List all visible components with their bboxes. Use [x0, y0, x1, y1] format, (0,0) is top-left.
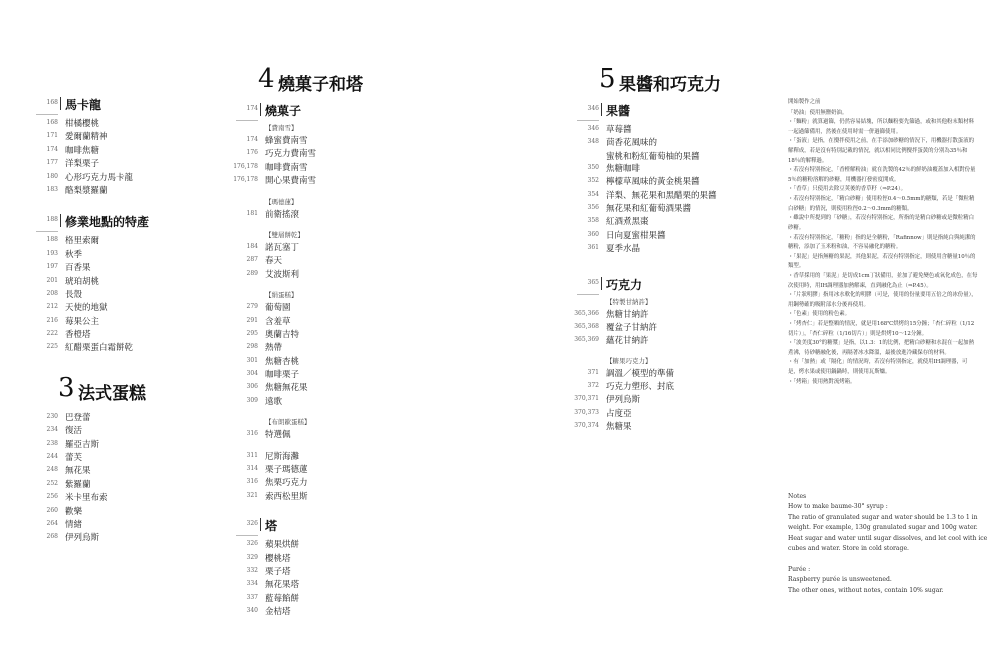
page-number: 171 — [46, 132, 58, 140]
toc-entry — [214, 450, 414, 463]
entry-title: 葡萄園 — [265, 303, 291, 314]
entry-title: 焦糖杏桃 — [265, 356, 300, 367]
toc-entry — [555, 380, 775, 393]
toc-entry — [555, 123, 775, 136]
section-label: 果醬 — [606, 104, 631, 118]
toc-entry — [214, 552, 414, 565]
toc-entry — [555, 229, 775, 242]
note-line: ・「麵粉」就算過篩，仍然容易結塊，所以麵粉要先篩過，或和其他粉末類材料一起過篩備用，然後在使用時需一併過篩使用。 — [788, 119, 974, 135]
entry-title: 無花果塔 — [265, 580, 300, 591]
toc-entry — [555, 136, 775, 149]
toc-entry — [214, 208, 414, 221]
toc-entry — [555, 420, 775, 433]
entry-title: 蜜桃和粉紅葡萄柚的果醬 — [606, 151, 700, 162]
note-line: ・有「加熱」或「隔化」的情況時，若沒有特別指定，就使用IH調理器，可是，烤水果或使用鍋鍋時，則使用瓦斯爐。 — [788, 359, 968, 376]
entry-title: 洋梨、無花果和黑醋栗的果醬 — [606, 190, 717, 201]
entry-title: 檸檬草風味的黃金桃果醬 — [606, 177, 700, 188]
page-number: 370,373 — [574, 408, 599, 416]
entry-title: 伊列烏斯 — [65, 533, 100, 544]
entry-title: 紫羅蘭 — [65, 479, 91, 490]
toc-entry — [214, 161, 414, 174]
entry-title: 羅亞吉斯 — [65, 439, 100, 450]
page-number: 174 — [246, 136, 258, 143]
page-number: 337 — [246, 593, 258, 601]
page-number: 222 — [46, 330, 58, 338]
english-note-line: Heat sugar and water until sugar dissolves, and let cool with ice — [788, 534, 988, 542]
page-number: 176,178 — [233, 162, 258, 170]
page-number: 371 — [587, 368, 599, 376]
toc-entry — [14, 424, 214, 437]
subgroup-label: 【瑪德蓮】 — [265, 197, 298, 206]
toc-entry — [214, 254, 414, 267]
section-label: 巧克力 — [606, 277, 643, 292]
toc-entry — [14, 341, 214, 354]
entry-title: 焦糖果 — [606, 422, 632, 433]
subgroup-label: 【費南雪】 — [265, 124, 298, 132]
page-number: 279 — [246, 303, 258, 311]
page-number: 225 — [46, 343, 58, 351]
entry-title: 巧克力費南雪 — [265, 149, 317, 160]
entry-title: 奧蘭吉特 — [265, 329, 300, 340]
entry-title: 長殼 — [65, 289, 83, 300]
english-note-line: The other ones, without notes, contain 10% sugar. — [788, 586, 944, 594]
toc-entry — [14, 505, 214, 518]
english-note-line: Purée : — [788, 565, 811, 573]
page-number: 348 — [587, 138, 599, 146]
page-number: 256 — [46, 493, 58, 501]
page-number: 316 — [246, 430, 258, 438]
toc-entry — [555, 334, 775, 347]
toc-entry — [214, 174, 414, 187]
entry-title: 復活 — [65, 426, 83, 437]
entry-title: 咖啡焦糖 — [65, 145, 100, 156]
page-number: 365,369 — [574, 336, 599, 344]
page-number: 184 — [246, 242, 258, 250]
toc-entry — [214, 463, 414, 476]
entry-title: 歡樂 — [65, 506, 83, 517]
chapter-4-heading — [258, 64, 414, 102]
page-number: 332 — [246, 566, 258, 574]
entry-title: 巧克力塑形、封底 — [606, 382, 675, 393]
subgroup-label: 【糖果巧克力】 — [606, 356, 652, 365]
entry-title: 遠歌 — [265, 396, 283, 407]
page-number: 360 — [587, 230, 599, 238]
entry-title: 咖啡費南雪 — [265, 162, 308, 173]
toc-entry — [214, 315, 414, 328]
chapter-number: 5 — [599, 64, 616, 94]
toc-entry — [14, 328, 214, 341]
english-notes — [788, 492, 988, 596]
note-line: ・「色素」使用的粉色素。 — [788, 311, 850, 318]
page-number: 304 — [246, 370, 258, 378]
english-note-line — [788, 555, 988, 565]
entry-title: 草莓醬 — [606, 125, 632, 135]
note-line: ・「片狀明膠」指用冰水軟化的明膠（可是，使用的份量要用五倍之的冰份量），用鋼勢確的吸附部水分後再使用。 — [788, 292, 977, 308]
entry-title: 蜂蜜費南雪 — [265, 136, 308, 146]
page-number: 298 — [246, 343, 258, 351]
page-number: 340 — [246, 607, 258, 615]
english-notes-title: Notes — [788, 493, 807, 500]
entry-title: 日向夏蜜柑果醬 — [606, 230, 666, 241]
toc-entry — [214, 578, 414, 591]
page-number: 309 — [246, 396, 258, 404]
entry-title: 百香果 — [65, 263, 91, 274]
english-note-line: The ratio of granulated sugar and water should be 1.3 to 1 in — [788, 513, 978, 521]
toc-entry — [214, 268, 414, 281]
toc-column-1 — [14, 96, 214, 545]
toc-entry — [14, 315, 214, 328]
entry-title: 調溫／模型的準備 — [606, 368, 675, 379]
toc-entry — [555, 321, 775, 334]
english-note-line: Raspberry purée is unsweetened. — [788, 576, 892, 584]
page-number: 264 — [46, 519, 58, 527]
page-number: 260 — [46, 506, 58, 514]
entry-title: 伊列烏斯 — [606, 395, 641, 406]
page-number: 168 — [46, 99, 58, 106]
toc-entry — [14, 171, 214, 184]
page-number: 352 — [587, 177, 599, 185]
page-number: 365,368 — [574, 322, 599, 330]
page-number: 354 — [587, 190, 599, 198]
toc-entry — [555, 202, 775, 215]
page-number: 287 — [246, 256, 258, 264]
page-number: 321 — [246, 491, 258, 499]
note-line: ・若沒有特別指定，「香橙解粉油」就在洗製的42％的鮮奶油覆蓋加入相對份量5％的糖粉溶解的砂糖，用機器打發密度開成。 — [788, 167, 976, 183]
entry-title: 金桔塔 — [265, 607, 291, 618]
entry-title: 天使的地獄 — [65, 303, 108, 314]
chapter-number: 3 — [58, 372, 75, 403]
section-title — [214, 102, 414, 120]
chapter-title: 果醬和巧克力 — [619, 75, 721, 95]
subgroup-label: 【特製甘納許】 — [606, 297, 652, 306]
english-note-line: weight. For example, 130g granulated sugar and 100g water. — [788, 524, 978, 532]
page-number: 201 — [46, 276, 58, 284]
entry-title: 蘋果烘餅 — [265, 540, 300, 551]
toc-entry — [14, 157, 214, 170]
entry-title: 無花果 — [65, 466, 91, 477]
toc-entry — [555, 162, 775, 175]
page-number: 291 — [246, 316, 258, 324]
page-number: 295 — [246, 329, 258, 337]
note-line: ・若沒有特別指定，「精白砂糖」使用粒徑0.4～0.5mm的糖類，若是「微粒精白砂糖」的情況，則使用粒徑0.2～0.3mm的糖類。 — [788, 196, 975, 212]
entry-title: 栗子瑪德蓮 — [265, 465, 308, 476]
entry-title: 索西松里斯 — [265, 491, 308, 502]
toc-entry — [214, 301, 414, 314]
page-number: 314 — [246, 465, 258, 473]
toc-entry — [14, 491, 214, 504]
toc-entry — [555, 175, 775, 188]
toc-entry — [14, 451, 214, 464]
entry-title: 蕾芙 — [65, 453, 83, 464]
section-title — [14, 213, 214, 231]
section-label: 燒菓子 — [265, 104, 302, 118]
entry-title: 咖啡栗子 — [265, 370, 300, 381]
toc-entry — [555, 367, 775, 380]
toc-entry — [14, 117, 214, 130]
page-number: 238 — [46, 439, 58, 447]
entry-title: 開心果費南雪 — [265, 176, 317, 187]
chapter-title: 燒菓子和塔 — [278, 75, 363, 95]
toc-entry — [14, 411, 214, 424]
page-number: 346 — [587, 105, 599, 112]
page-number: 326 — [246, 540, 258, 548]
toc-entry — [14, 464, 214, 477]
chapter-title: 法式蛋糕 — [78, 383, 146, 404]
toc-entry — [555, 215, 775, 228]
toc-entry — [555, 407, 775, 420]
page-number: 326 — [246, 520, 258, 528]
toc-column-3 — [555, 64, 775, 434]
page-number: 358 — [587, 217, 599, 225]
entry-title: 紅醋栗蛋白霜餅乾 — [65, 343, 134, 354]
chapter-number: 4 — [258, 64, 275, 94]
page-number: 176,178 — [233, 176, 258, 184]
section-label: 馬卡龍 — [65, 98, 102, 112]
page-number: 176 — [246, 149, 258, 157]
page-number: 230 — [46, 412, 58, 420]
entry-title: 愛爾蘭精神 — [65, 132, 108, 143]
toc-entry — [14, 531, 214, 544]
note-line: ・雖說中所提到的「砂糖」，若沒有特別指定，所指的是精白砂糖或是微粒精白砂糖。 — [788, 215, 974, 231]
entry-title: 覆盆子甘納許 — [606, 322, 658, 333]
page-number: 177 — [46, 159, 58, 167]
toc-entry — [214, 605, 414, 618]
toc-entry — [14, 184, 214, 197]
entry-title: 米卡里布索 — [65, 493, 108, 504]
page-number: 306 — [246, 383, 258, 391]
entry-title: 前衛搖滾 — [265, 209, 300, 220]
toc-entry — [14, 248, 214, 261]
toc-entry — [14, 234, 214, 247]
page-number: 168 — [46, 119, 58, 126]
page-number: 301 — [246, 356, 258, 364]
page-number: 316 — [246, 478, 258, 486]
page-number: 361 — [587, 244, 599, 252]
subgroup-label: 【絹蛋糕】 — [265, 291, 298, 300]
page-number: 208 — [46, 289, 58, 297]
entry-title: 酪梨漿羅蘭 — [65, 185, 108, 196]
page-number: 365,366 — [574, 309, 599, 317]
entry-title: 占度亞 — [606, 408, 632, 419]
entry-title: 尼斯海灘 — [265, 451, 300, 462]
toc-entry — [14, 301, 214, 314]
toc-entry — [555, 150, 775, 162]
entry-title: 藍莓餡餅 — [265, 593, 300, 604]
note-line: ・「波美度30°的糖漿」是指，以1.3：1的比例，把精白砂糖和水混在一起加熱煮沸，待砂糖融化後，再隔著冰水降溫，最後放進冷藏保存的材料。 — [788, 340, 974, 356]
page-number: 311 — [246, 451, 258, 459]
chapter-3-heading — [58, 373, 214, 411]
toc-entry — [214, 241, 414, 254]
entry-title: 艾波斯利 — [265, 269, 300, 280]
section-label: 塔 — [265, 519, 278, 534]
english-note-line: cubes and water. Store in cold storage. — [788, 545, 909, 553]
notes-heading: 開始製作之前 — [788, 99, 821, 105]
toc-entry — [555, 189, 775, 202]
page-number: 365 — [587, 278, 599, 286]
entry-title: 蘊花甘納許 — [606, 336, 649, 347]
page-number: 252 — [46, 479, 58, 487]
toc-entry — [214, 490, 414, 503]
toc-entry — [14, 261, 214, 274]
entry-title: 無花果和紅葡萄酒果醬 — [606, 203, 692, 214]
section-title — [14, 96, 214, 114]
page-number: 350 — [587, 163, 599, 171]
toc-entry — [214, 355, 414, 368]
entry-title: 春天 — [265, 256, 283, 267]
section-label: 修業地點的特產 — [65, 215, 150, 230]
page-number: 268 — [46, 533, 58, 541]
entry-title: 琥珀胡桃 — [65, 276, 100, 287]
note-line: 「奶油」使用無鹽奶油。 — [788, 109, 848, 116]
page-number: 234 — [46, 426, 58, 434]
note-line: ・「烤箱」使用熱對流烤箱。 — [788, 378, 856, 385]
page-number: 372 — [587, 382, 599, 390]
note-line: ・香草採用的「果泥」是切成1cm丁狀備用，並加了避免變色或氧化成色，在每次使用時，用IH調理器加熱解凍，直到融化為止（⇒P.45）。 — [788, 272, 978, 289]
subgroup-label: 【布朗歐蛋糕】 — [265, 418, 311, 427]
entry-title: 夏季水晶 — [606, 244, 641, 255]
toc-entry — [214, 592, 414, 605]
page-number: 212 — [46, 303, 58, 311]
toc-entry — [214, 368, 414, 381]
page-number: 188 — [46, 236, 58, 244]
page-number: 329 — [246, 553, 258, 561]
entry-title: 柑橘櫻桃 — [65, 119, 100, 129]
toc-column-2 — [214, 64, 414, 619]
page-number: 174 — [46, 145, 58, 153]
page-number: 289 — [246, 269, 258, 277]
entry-title: 紅酒煮黑棗 — [606, 217, 649, 228]
entry-title: 栗子塔 — [265, 566, 291, 577]
entry-title: 洋梨栗子 — [65, 159, 100, 170]
entry-title: 秋季 — [65, 249, 83, 260]
note-line: ・「果泥」是指無糖的果泥，其他果泥，若沒有特別指定，則使用含糖量10％的類型。 — [788, 253, 976, 270]
toc-entry — [14, 288, 214, 301]
entry-title: 茴香花風味的 — [606, 138, 658, 149]
toc-entry — [214, 428, 414, 441]
page-number: 346 — [587, 125, 599, 132]
page-number: 183 — [46, 185, 58, 193]
toc-entry — [214, 328, 414, 341]
english-note-line: How to make baume-30° syrup : — [788, 503, 888, 511]
entry-title: 焦糖甘納許 — [606, 309, 649, 320]
note-line: ・「蛋液」是指，在攪拌使用之前，在手添加砂糖的情況下，用機器打散蛋液的解釋成，若是沒有特別記載的情況，就以相同比例攪拌蛋黃的分別為35％和18％的解釋過。 — [788, 138, 974, 164]
toc-entry — [214, 341, 414, 354]
page-number: 370,374 — [574, 422, 599, 430]
toc-entry — [14, 438, 214, 451]
toc-entry — [555, 393, 775, 406]
entry-title: 熱帶 — [265, 343, 283, 354]
page-number: 188 — [46, 216, 58, 224]
section-title — [214, 517, 414, 535]
page-number: 248 — [46, 466, 58, 474]
page-number: 356 — [587, 203, 599, 211]
page-number: 334 — [246, 580, 258, 588]
chapter-5-heading — [599, 64, 775, 102]
note-line: ・「烤杏仁」若是整顆的情況，就是用168℃烘烤約15分鐘；「杏仁碎粒（1/12切片）」，「杏仁碎粒（1/16切片）」則是烘烤10～12分鐘。 — [788, 321, 975, 337]
section-title — [555, 102, 775, 120]
page-number: 180 — [46, 172, 58, 180]
toc-entry — [214, 134, 414, 147]
subgroup-label: 【雙層餅乾】 — [265, 230, 304, 239]
entry-title: 櫻桃塔 — [265, 553, 291, 564]
toc-entry — [214, 565, 414, 578]
note-line: ・若沒有特別指定，「糖粉」指的是全糖粉，「Rafinnow」則是指純白與純潔的糖粉，添加了玉米粉和油，不容易融化的糖粉。 — [788, 234, 976, 251]
toc-entry — [214, 538, 414, 551]
entry-title: 特選佩 — [265, 430, 291, 441]
toc-entry — [14, 275, 214, 288]
notes-block — [788, 98, 978, 387]
toc-entry — [214, 147, 414, 160]
toc-entry — [555, 308, 775, 321]
page-number: 244 — [46, 453, 58, 461]
page-number: 193 — [46, 249, 58, 257]
entry-title: 莓果公主 — [65, 316, 100, 327]
entry-title: 焦栗巧克力 — [265, 478, 308, 489]
entry-title: 格里索爾 — [65, 236, 100, 247]
entry-title: 情緒 — [65, 519, 83, 530]
entry-title: 焦糖無花果 — [265, 383, 308, 394]
entry-title: 含羞草 — [265, 316, 291, 327]
section-title — [555, 276, 775, 294]
entry-title: 焦糖咖啡 — [606, 163, 641, 174]
toc-entry — [14, 518, 214, 531]
page-number: 370,371 — [574, 395, 599, 403]
toc-entry — [214, 381, 414, 394]
page-number: 181 — [246, 209, 258, 217]
page-number: 197 — [46, 263, 58, 271]
entry-title: 巴登蕾 — [65, 412, 91, 423]
entry-title: 香橙塔 — [65, 330, 91, 341]
toc-entry — [214, 395, 414, 408]
page-number: 174 — [246, 105, 258, 112]
entry-title: 心形巧克力馬卡龍 — [65, 172, 134, 183]
entry-title: 諾瓦塞丁 — [265, 242, 300, 253]
toc-entry — [214, 476, 414, 489]
toc-entry — [14, 144, 214, 157]
note-line: ・「香草」只使用去除豆莢後的香草籽（⇒P.24）。 — [788, 186, 907, 193]
toc-entry — [555, 242, 775, 255]
page-number: 216 — [46, 316, 58, 324]
toc-entry — [14, 130, 214, 143]
toc-entry — [14, 478, 214, 491]
